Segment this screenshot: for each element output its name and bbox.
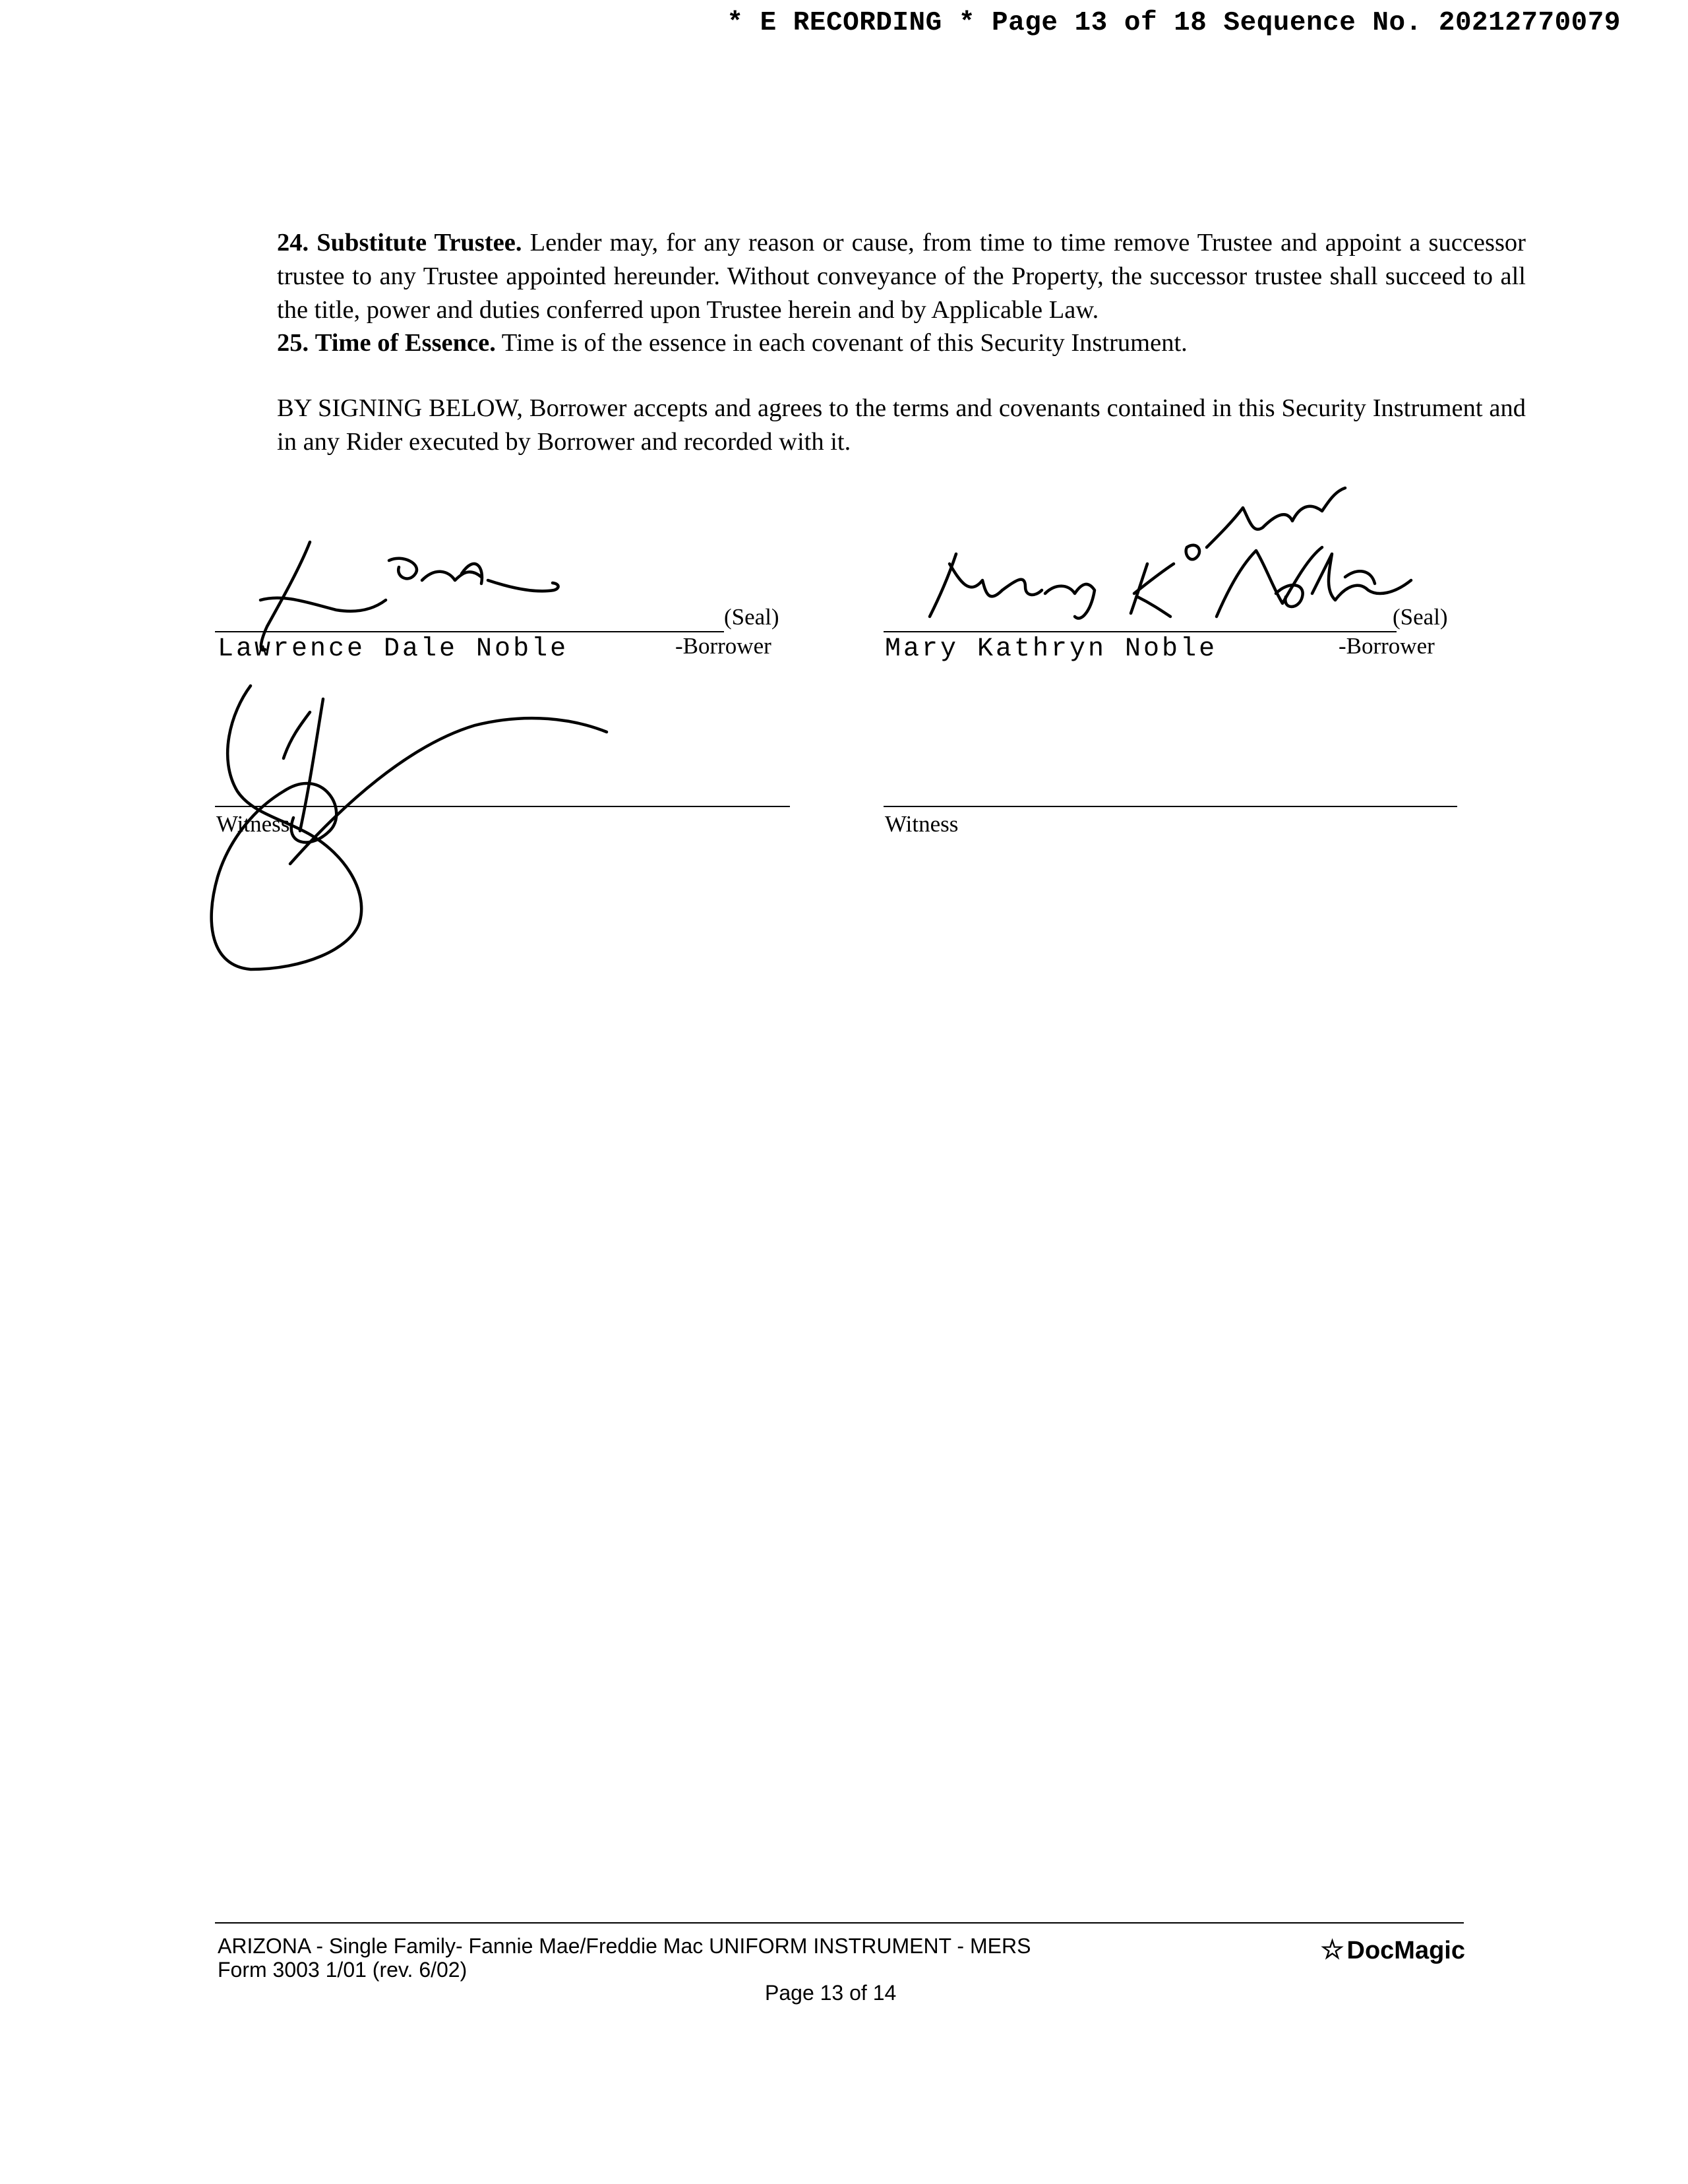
witness-1-label: Witness <box>216 811 290 837</box>
docmagic-logo <box>1321 1935 1465 1965</box>
borrower-1-seal: (Seal) <box>724 604 779 630</box>
footer-form-line-2: Form 3003 1/01 (rev. 6/02) <box>218 1958 467 1982</box>
borrower-2-role: -Borrower <box>1339 633 1435 659</box>
footer-form-line-1: ARIZONA - Single Family- Fannie Mae/Freddie Mac UNIFORM INSTRUMENT - MERS <box>218 1934 1031 1958</box>
borrower-2-signature-image <box>930 488 1411 619</box>
borrower-2-name: Mary Kathryn Noble <box>885 634 1218 664</box>
footer-divider <box>215 1922 1464 1924</box>
section-25-text: Time is of the essence in each covenant of this Security Instrument. <box>501 329 1188 357</box>
section-25 <box>215 326 1526 360</box>
borrower-1-name: Lawrence Dale Noble <box>218 634 569 664</box>
borrower-2-seal: (Seal) <box>1393 604 1448 630</box>
borrower-1-role: -Borrower <box>675 633 771 659</box>
witness-1-line <box>215 806 790 807</box>
section-25-title: Time of Essence. <box>315 329 496 357</box>
section-24-number: 24. <box>277 229 309 257</box>
section-24 <box>215 226 1526 327</box>
witness-2-line <box>884 806 1457 807</box>
recording-stamp: * E RECORDING * Page 13 of 18 Sequence No. 20212770079 <box>727 8 1621 38</box>
star-outline-icon: ☆ <box>1320 1935 1344 1964</box>
brand-name: DocMagic <box>1346 1937 1465 1964</box>
borrower-1-signature-line <box>215 631 724 632</box>
section-25-number: 25. <box>277 329 309 357</box>
signing-statement: BY SIGNING BELOW, Borrower accepts and agrees to the terms and covenants contained in this Security Instrument and in any Rider executed by Borrower and recorded with it. <box>277 394 1526 456</box>
witness-2-label: Witness <box>885 811 959 837</box>
borrower-2-signature-line <box>884 631 1397 632</box>
footer-page-number: Page 13 of 14 <box>765 1981 897 2005</box>
section-24-title: Substitute Trustee. <box>316 229 522 257</box>
section-24-text: Lender may, for any reason or cause, from time to time remove Trustee and appoint a successor trustee to any Trustee appointed hereunder. Without conveyance of the Property, the successor trustee shall succeed to all the title, power and duties conferred upon Trustee herein and by Applicable Law. <box>277 229 1526 324</box>
